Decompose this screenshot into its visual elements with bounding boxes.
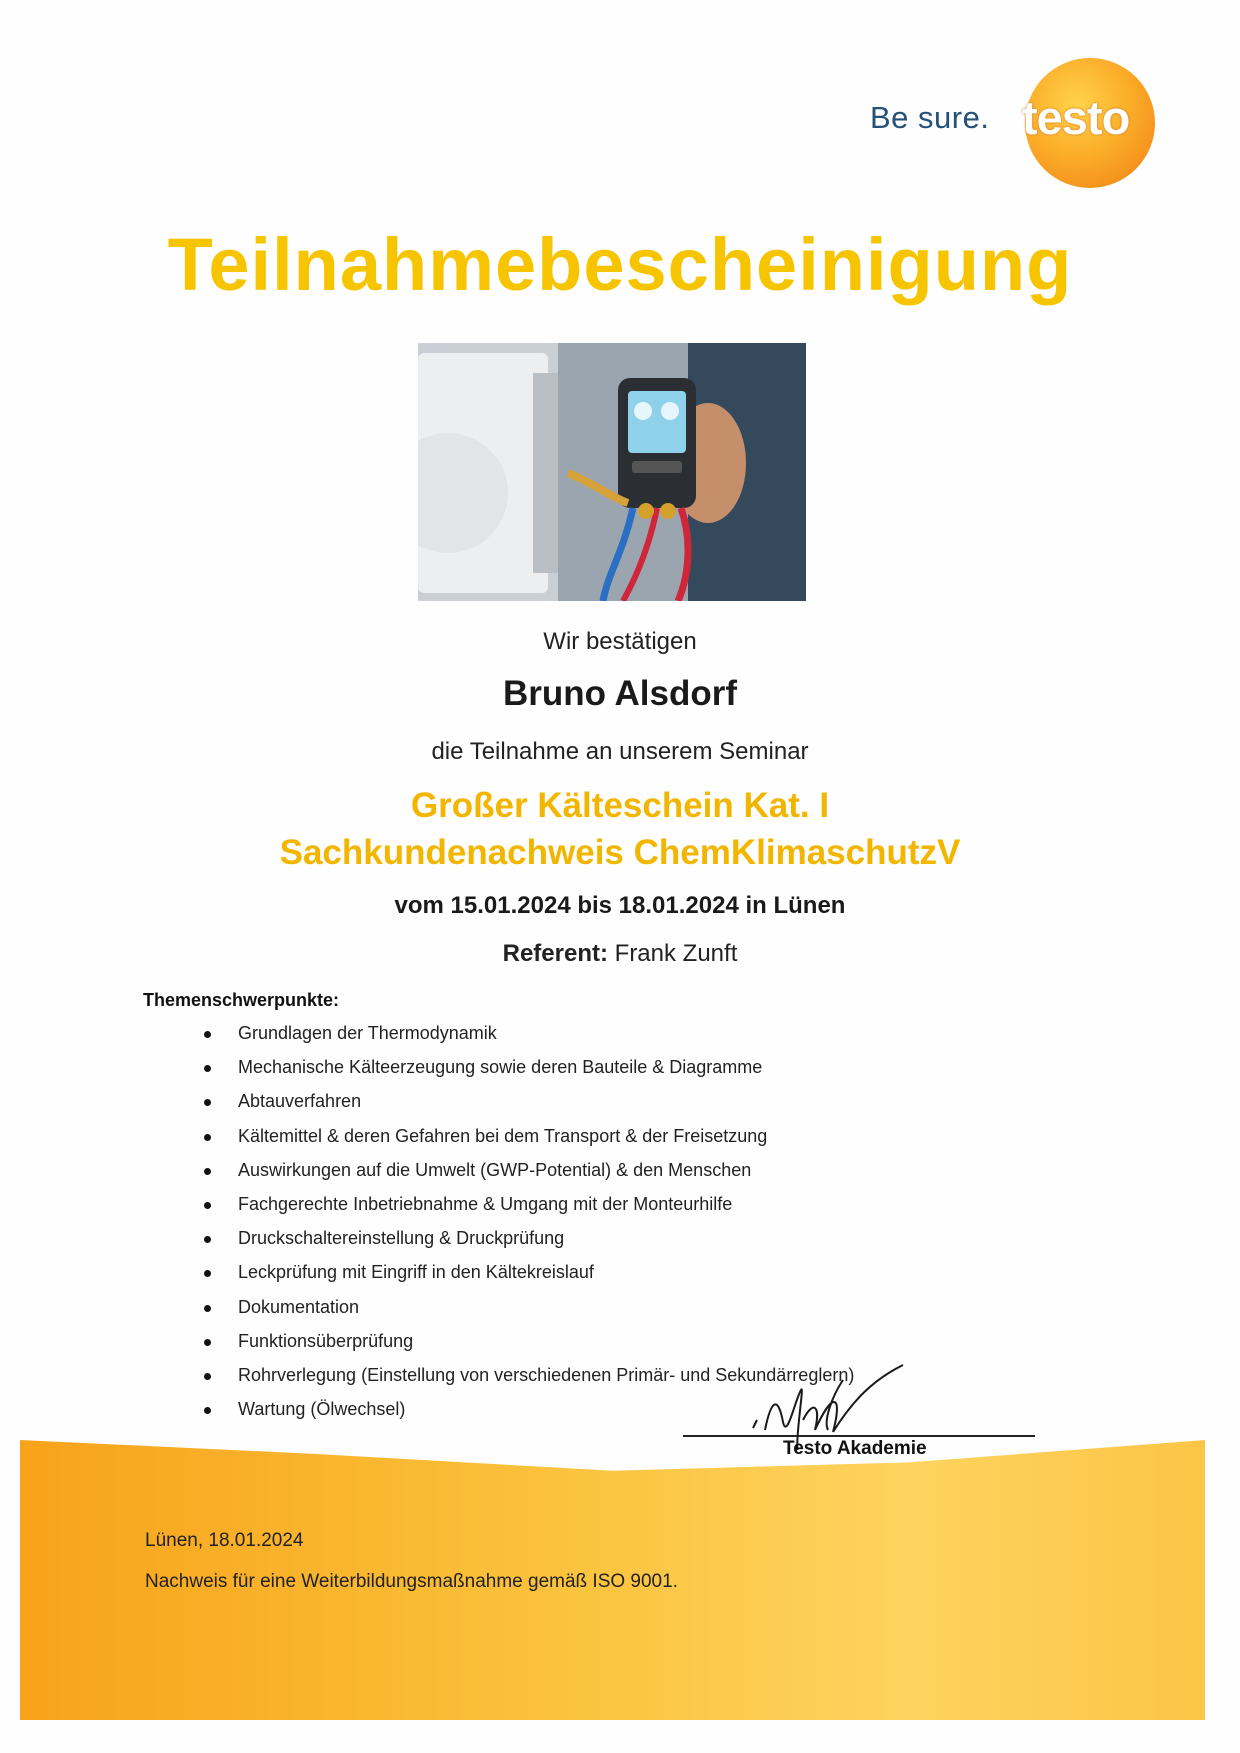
- topic-item: Leckprüfung mit Eingriff in den Kältekreislauf: [204, 1260, 854, 1294]
- signature-line: [683, 1435, 1035, 1437]
- topic-item: Kältemittel & deren Gefahren bei dem Transport & der Freisetzung: [204, 1124, 854, 1158]
- topic-item: Dokumentation: [204, 1295, 854, 1329]
- signature-block: [683, 1360, 1043, 1480]
- brand-wordmark: testo: [1022, 91, 1130, 144]
- brand-tagline: Be sure.: [870, 100, 990, 135]
- speaker-label: Referent:: [502, 940, 608, 967]
- topics-heading: Themenschwerpunkte:: [143, 990, 340, 1010]
- iso-note: Nachweis für eine Weiterbildungsmaßnahme gemäß ISO 9001.: [145, 1571, 678, 1592]
- topic-item: Funktionsüberprüfung: [204, 1329, 854, 1363]
- place-date: Lünen, 18.01.2024: [145, 1530, 304, 1551]
- topic-item: Mechanische Kälteerzeugung sowie deren Bauteile & Diagramme: [204, 1055, 854, 1089]
- topic-item: Wartung (Ölwechsel): [204, 1397, 854, 1431]
- topic-item: Grundlagen der Thermodynamik: [204, 1021, 854, 1055]
- speaker-name: Frank Zunft: [614, 940, 738, 967]
- confirm-text: Wir bestätigen: [543, 628, 697, 655]
- signature-label: Testo Akademie: [783, 1438, 927, 1459]
- participant-name: Bruno Alsdorf: [503, 674, 737, 713]
- certificate-title: Teilnahmebescheinigung: [167, 223, 1073, 306]
- topic-item: Auswirkungen auf die Umwelt (GWP-Potential) & den Menschen: [204, 1158, 854, 1192]
- seminar-subtitle: Sachkundenachweis ChemKlimaschutzV: [279, 833, 961, 872]
- participation-text: die Teilnahme an unserem Seminar: [431, 738, 809, 765]
- topic-item: Fachgerechte Inbetriebnahme & Umgang mit der Monteurhilfe: [204, 1192, 854, 1226]
- testo-logo: [870, 58, 1170, 194]
- topic-item: Abtauverfahren: [204, 1089, 854, 1123]
- seminar-title: Großer Kälteschein Kat. I: [410, 786, 830, 825]
- seminar-dates: vom 15.01.2024 bis 18.01.2024 in Lünen: [394, 892, 846, 919]
- technician-photo: [418, 343, 806, 601]
- speaker-line: [0, 940, 1240, 968]
- topic-item: Rohrverlegung (Einstellung von verschiedenen Primär- und Sekundärreglern): [204, 1363, 854, 1397]
- topic-item: Druckschaltereinstellung & Druckprüfung: [204, 1226, 854, 1260]
